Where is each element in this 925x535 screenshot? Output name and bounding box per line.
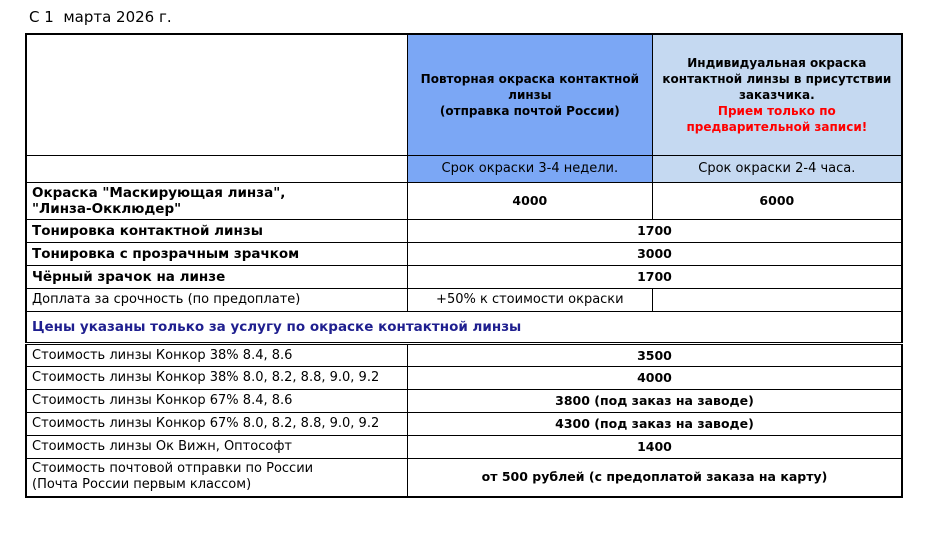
service-label-line2: "Линза-Окклюдер" xyxy=(32,201,182,217)
header-remote-line1: Повторная окраска контактной xyxy=(420,72,639,86)
lens-label: Стоимость линзы Ок Вижн, Оптософт xyxy=(26,436,408,459)
header-remote-line3: (отправка почтой России) xyxy=(439,104,620,118)
header-row xyxy=(26,34,902,156)
header-individual-line3: заказчика. xyxy=(738,88,815,102)
header-individual-line1: Индивидуальная окраска xyxy=(687,56,867,70)
service-label-line1: Окраска "Маскирующая линза", xyxy=(32,185,286,201)
urgency-surcharge: +50% к стоимости окраски xyxy=(408,289,653,312)
header-remote-coloring xyxy=(408,34,653,156)
service-price: 1700 xyxy=(408,220,903,243)
service-row xyxy=(26,243,902,266)
urgency-label: Доплата за срочность (по предоплате) xyxy=(26,289,408,312)
header-individual-coloring xyxy=(652,34,902,156)
header-individual-line2: контактной линзы в присутствии xyxy=(662,72,892,86)
header-empty-cell xyxy=(26,34,408,156)
term-individual: Срок окраски 2-4 часа. xyxy=(652,156,902,183)
shipping-row xyxy=(26,459,902,497)
service-price: 3000 xyxy=(408,243,903,266)
urgency-empty-cell xyxy=(652,289,902,312)
lens-row xyxy=(26,344,902,367)
lens-price: 4000 xyxy=(408,367,903,390)
lens-price: 1400 xyxy=(408,436,903,459)
shipping-label-line1: Стоимость почтовой отправки по России xyxy=(32,461,314,477)
lens-row xyxy=(26,390,902,413)
effective-date: С 1 марта 2026 г. xyxy=(29,8,172,26)
lens-row xyxy=(26,413,902,436)
lens-price: 4300 (под заказ на заводе) xyxy=(408,413,903,436)
lens-label: Стоимость линзы Конкор 67% 8.0, 8.2, 8.8, 9.0, 9.2 xyxy=(26,413,408,436)
service-label: Чёрный зрачок на линзе xyxy=(26,266,408,289)
term-empty-cell xyxy=(26,156,408,183)
term-row xyxy=(26,156,902,183)
header-remote-line2: линзы xyxy=(508,88,552,102)
lens-label: Стоимость линзы Конкор 38% 8.0, 8.2, 8.8, 9.0, 9.2 xyxy=(26,367,408,390)
lens-label: Стоимость линзы Конкор 67% 8.4, 8.6 xyxy=(26,390,408,413)
header-appointment-note-line1: Прием только по xyxy=(717,104,836,118)
shipping-label-line2: (Почта России первым классом) xyxy=(32,477,252,493)
price-note: Цены указаны только за услугу по окраске контактной линзы xyxy=(26,312,902,344)
service-row xyxy=(26,183,902,220)
service-price: 1700 xyxy=(408,266,903,289)
service-price-individual: 6000 xyxy=(652,183,902,220)
lens-label: Стоимость линзы Конкор 38% 8.4, 8.6 xyxy=(26,344,408,367)
price-table xyxy=(25,33,903,498)
service-price-remote: 4000 xyxy=(408,183,653,220)
shipping-price: от 500 рублей (с предоплатой заказа на карту) xyxy=(408,459,903,497)
service-label xyxy=(26,183,408,220)
note-row xyxy=(26,312,902,344)
header-appointment-note-line2: предварительной записи! xyxy=(686,120,868,134)
urgency-row xyxy=(26,289,902,312)
lens-row xyxy=(26,436,902,459)
service-label: Тонировка с прозрачным зрачком xyxy=(26,243,408,266)
term-remote: Срок окраски 3-4 недели. xyxy=(408,156,653,183)
service-label: Тонировка контактной линзы xyxy=(26,220,408,243)
shipping-label xyxy=(26,459,408,497)
service-row xyxy=(26,266,902,289)
lens-row xyxy=(26,367,902,390)
lens-price: 3500 xyxy=(408,344,903,367)
service-row xyxy=(26,220,902,243)
lens-price: 3800 (под заказ на заводе) xyxy=(408,390,903,413)
